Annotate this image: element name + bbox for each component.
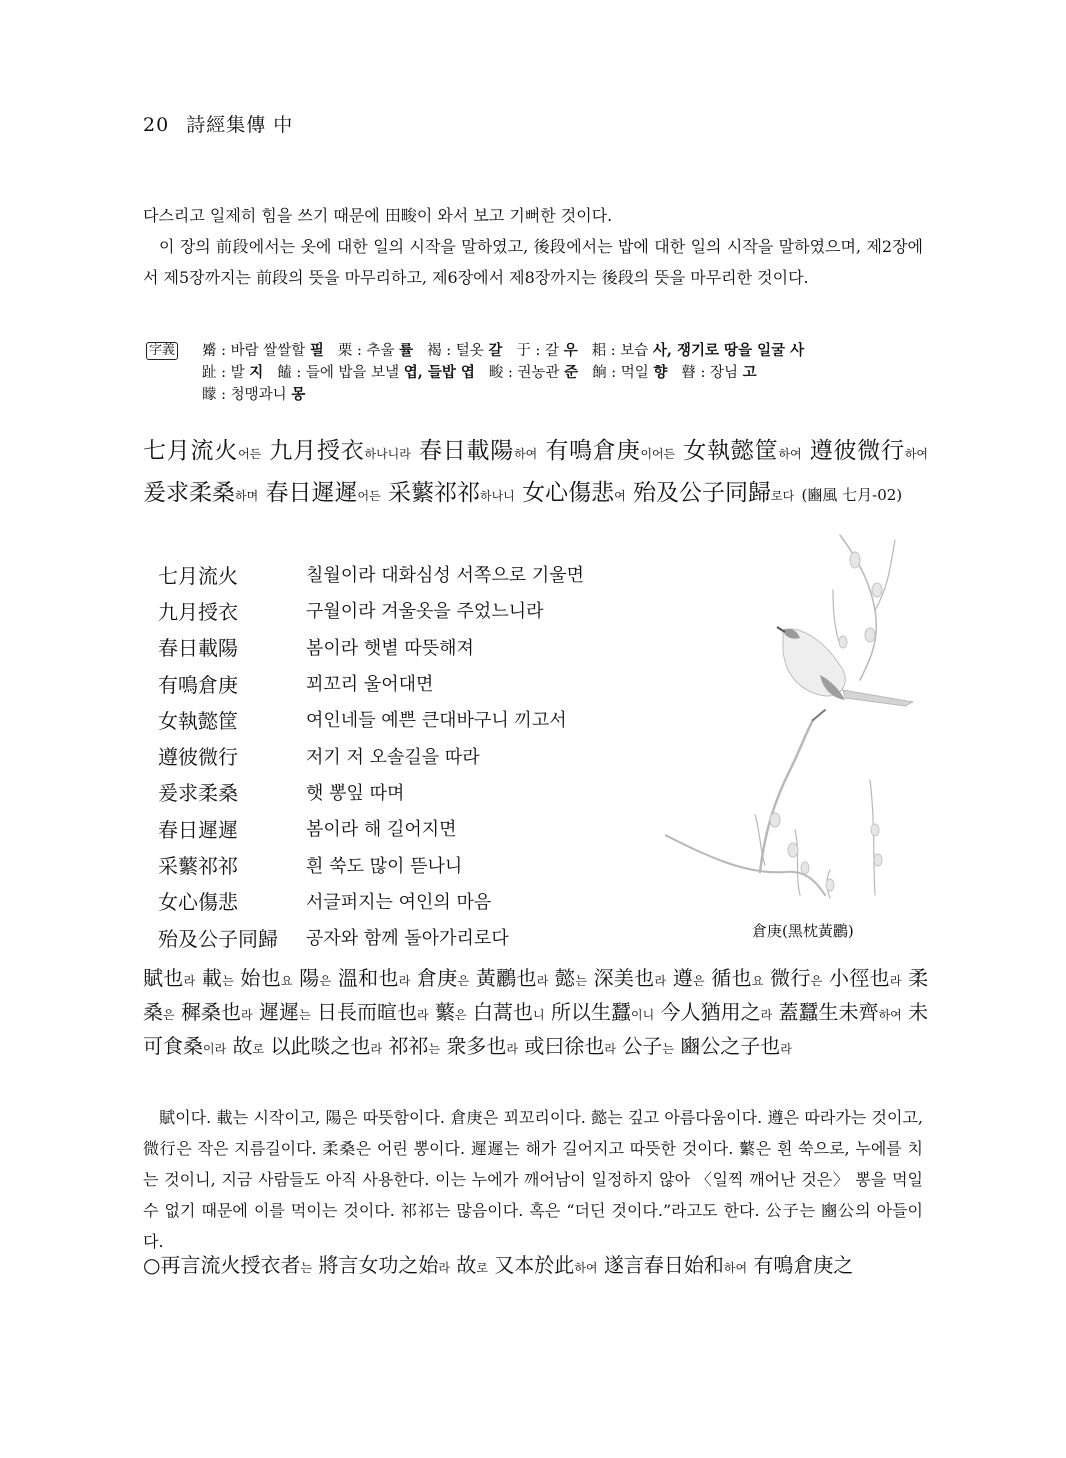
running-head: [143, 110, 293, 137]
hanzi-phrase: 陽: [299, 966, 320, 990]
glossary-reading: 몽: [291, 386, 306, 403]
hangul-particle: 하여: [574, 1261, 598, 1275]
hanzi-phrase: 公子: [622, 1034, 663, 1058]
hangul-particle: 는: [428, 1042, 441, 1056]
glossary-line: [202, 362, 936, 384]
translation-row: [158, 629, 584, 665]
translation-hanzi: 春日載陽: [158, 636, 238, 661]
translation-row: [158, 592, 584, 628]
hangul-particle: 은: [810, 974, 823, 988]
glossary-meaning: : 추울: [352, 343, 400, 359]
hangul-particle: 라: [398, 974, 411, 988]
hanzi-phrase: 衆多也: [446, 1034, 507, 1058]
intro-paragraph-2: 이 장의 前段에서는 옷에 대한 일의 시작을 말하였고, 後段에서는 밥에 대한 일의 시작을 말하였으며, 제2장에서 제5장까지는 前段의 뜻을 마무리하고, 제6장에서 제8장까지는 後段의 뜻을 마무리한 것이다.: [143, 237, 923, 287]
hangul-particle: 라: [760, 1008, 773, 1022]
glossary-line: [202, 340, 936, 362]
translation-korean: 구월이라 겨울옷을 주었느니라: [306, 601, 544, 623]
hangul-particle: 이라: [203, 1042, 227, 1056]
glossary-line: [202, 384, 936, 406]
hanzi-phrase: 懿: [555, 966, 576, 990]
hangul-particle: 라: [417, 1008, 429, 1022]
hangul-particle: 라: [536, 974, 549, 988]
hangul-particle: 로다: [771, 489, 795, 503]
translation-row: [158, 846, 584, 882]
hanzi-phrase: 遵: [672, 966, 694, 990]
hanzi-phrase: 春日載陽: [418, 438, 515, 464]
translation-korean: 봄이라 햇볕 따뜻해져: [306, 637, 474, 659]
hanzi-phrase: 故: [456, 1253, 477, 1277]
hanzi-phrase: 又本於此: [494, 1253, 575, 1277]
translation-korean: 흰 쑥도 많이 뜯나니: [306, 855, 463, 877]
glossary-meaning: : 보습: [606, 343, 653, 359]
glossary-entry: [202, 387, 305, 403]
hangul-particle: 하여: [723, 1261, 748, 1275]
hangul-particle: 라: [183, 974, 196, 988]
glossary-entry: [427, 343, 502, 359]
hanzi-phrase: 九月授衣: [269, 438, 365, 464]
page-number: 20: [143, 114, 170, 136]
hanzi-phrase: 故: [232, 1034, 253, 1058]
glossary-entry: [277, 365, 475, 381]
hangul-particle: 이어든: [640, 447, 676, 461]
glossary-char: 于: [516, 343, 531, 359]
hanzi-phrase: 柔桑: [143, 966, 929, 1024]
glossary-entry: [202, 365, 263, 381]
final-commentary: [143, 1250, 928, 1284]
translation-hanzi: 遵彼微行: [158, 745, 238, 770]
translation-korean: 저기 저 오솔길을 따라: [306, 746, 480, 768]
glossary-badge: 字義: [146, 342, 178, 360]
hanzi-phrase: 將言女功之始: [318, 1253, 439, 1277]
glossary-reading: 엽, 들밥 엽: [403, 364, 475, 381]
glossary-entry: [516, 343, 577, 359]
translation-hanzi: 有鳴倉庚: [158, 672, 238, 697]
glossary-meaning: : 먹일: [606, 365, 654, 381]
bird-illustration: [665, 530, 940, 910]
hangul-particle: 하여: [778, 447, 802, 461]
glossary-reading: 지: [249, 364, 264, 381]
translation-row: [158, 883, 584, 919]
hanzi-phrase: 循也: [711, 966, 752, 990]
glossary-reading: 준: [564, 364, 579, 381]
book-title: 詩經集傳 中: [186, 114, 294, 136]
hanzi-phrase: 再言流火授衣者: [160, 1253, 301, 1277]
hangul-particle: 라: [241, 1008, 253, 1022]
glossary-char: 畯: [488, 365, 504, 381]
glossary-meaning: : 갈: [530, 343, 564, 359]
translation-row: [158, 701, 584, 737]
hanzi-phrase: 遂言春日始和: [603, 1253, 724, 1277]
glossary-char: 耜: [591, 343, 607, 359]
translation-korean: 여인네들 예쁜 큰대바구니 끼고서: [306, 710, 567, 732]
translation-row: [158, 665, 584, 701]
hangul-particle: 니: [532, 1008, 545, 1022]
hanzi-phrase: 穉桑也: [180, 1000, 242, 1024]
hanzi-phrase: 蓋蠶生未齊: [778, 1000, 879, 1024]
circle-marker: ○: [143, 1253, 161, 1277]
hangul-particle: 어든: [357, 489, 381, 503]
glossary-meaning: : 장님: [695, 365, 743, 381]
hangul-particle: 여: [614, 489, 626, 503]
hangul-particle: 하나니: [480, 489, 515, 503]
hanzi-phrase: 賦也: [143, 966, 184, 990]
translation-korean: 봄이라 해 길어지면: [306, 819, 457, 841]
hanzi-phrase: 或曰徐也: [524, 1034, 605, 1058]
translation-hanzi: 女執懿筐: [158, 708, 238, 733]
hangul-particle: 요: [281, 974, 293, 988]
figure-caption: 倉庚(黑枕黃鸝): [752, 922, 854, 940]
hanzi-phrase: 始也: [240, 966, 282, 990]
hanzi-phrase: 女心傷悲: [522, 480, 615, 506]
hanzi-phrase: 溫和也: [337, 966, 399, 990]
translation-korean: 공자와 함께 돌아가리로다: [306, 928, 509, 950]
hanzi-phrase: 以此啖之也: [270, 1034, 371, 1058]
hanzi-phrase: 遵彼微行: [809, 438, 905, 464]
glossary-meaning: : 권농관: [503, 365, 565, 381]
glossary-meaning: : 발: [216, 365, 250, 381]
hangul-particle: 로: [252, 1042, 265, 1056]
glossary-meaning: : 바람 쌀쌀할: [216, 343, 310, 359]
glossary-char: 趾: [202, 365, 217, 381]
hangul-particle: 은: [457, 974, 470, 988]
glossary-char: 栗: [337, 343, 353, 359]
hangul-particle: 라: [654, 974, 667, 988]
translation-korean: 꾀꼬리 울어대면: [306, 674, 434, 696]
hanzi-phrase: 黃鸝也: [475, 966, 537, 990]
hanzi-phrase: 蘩: [434, 1000, 455, 1024]
glossary-reading: 우: [563, 342, 578, 359]
glossary-reading: 향: [653, 364, 668, 381]
glossary-char: 觱: [202, 343, 217, 359]
verse-text: [143, 432, 928, 516]
glossary-reading: 고: [742, 364, 757, 381]
translation-korean: 서글퍼지는 여인의 마음: [306, 891, 492, 913]
translation-hanzi: 女心傷悲: [158, 890, 238, 915]
translation-hanzi: 爰求柔桑: [158, 781, 238, 806]
korean-commentary: 賦이다. 載는 시작이고, 陽은 따뜻함이다. 倉庚은 꾀꼬리이다. 懿는 깊고 아름다움이다. 遵은 따라가는 것이고, 微行은 작은 지름길이다. 柔桑은 어린 뽕이다. 遲遲는 해가 길어지고 따뜻한 것이다. 蘩은 흰 쑥으로, 누에를 치는 것이니, 지금 사람들도 아직 사용한다. 이는 누에가 깨어남이 일정하지 않아 〈일찍 깨어난 것은〉 뽕을 먹일 수 없기 때문에 이를 먹이는 것이다. 祁祁는 많음이다. 혹은 “더딘 것이다.”라고도 한다. 公子는 豳公의 아들이다.: [143, 1108, 923, 1251]
glossary-meaning: : 들에 밥을 보낼: [291, 365, 404, 381]
glossary-char: 矇: [202, 387, 217, 403]
glossary-entry: [489, 365, 578, 381]
hangul-particle: 로: [476, 1261, 488, 1275]
hangul-particle: 은: [693, 974, 705, 988]
hangul-particle: 하나니라: [364, 447, 411, 461]
translation-hanzi: 七月流火: [158, 563, 238, 588]
translation-row: [158, 810, 584, 846]
translation-row: [158, 556, 584, 592]
glossary-reading: 사, 쟁기로 땅을 일굴 사: [652, 342, 805, 359]
hangul-particle: 라: [370, 1042, 383, 1056]
glossary-char: 饁: [277, 365, 292, 381]
hanzi-phrase: 爰求柔桑: [143, 480, 235, 506]
glossary-entry: [338, 343, 413, 359]
glossary-reading: 필: [309, 342, 324, 359]
hanzi-phrase: 倉庚: [417, 966, 458, 990]
hanzi-phrase: 遲遲: [258, 1000, 299, 1024]
hanzi-phrase: 殆及公子同歸: [633, 480, 771, 506]
hangul-particle: 이니: [630, 1008, 655, 1022]
commentary-text: [143, 963, 928, 1065]
translation-row: [158, 919, 584, 955]
glossary-lines: [202, 340, 936, 406]
translation-korean: 햇 뽕잎 따며: [306, 782, 405, 804]
translation-korean: 칠월이라 대화심성 서쪽으로 기울면: [306, 565, 584, 587]
hanzi-phrase: 七月流火: [143, 438, 239, 464]
hangul-particle: 은: [319, 974, 332, 988]
intro-paragraph-1: 다스리고 일제히 힘을 쓰기 때문에 田畯이 와서 보고 기뻐한 것이다.: [143, 206, 613, 225]
hangul-particle: 은: [163, 1008, 175, 1022]
translation-row: [158, 737, 584, 773]
glossary-reading: 률: [399, 342, 414, 359]
hangul-particle: 라: [604, 1042, 616, 1056]
hangul-particle: 라: [889, 974, 902, 988]
translation-hanzi: 九月授衣: [158, 599, 238, 624]
hangul-particle: 하여: [514, 447, 538, 461]
hangul-particle: 라: [506, 1042, 518, 1056]
glossary-entry: [592, 365, 667, 381]
hanzi-phrase: 祁祁: [388, 1034, 429, 1058]
glossary-char: 褐: [427, 343, 442, 359]
hangul-particle: 는: [662, 1042, 674, 1056]
translation-table: [158, 556, 584, 955]
translation-hanzi: 采蘩祁祁: [158, 854, 238, 879]
glossary: [146, 340, 936, 406]
translation-row: [158, 774, 584, 810]
hangul-particle: 는: [575, 974, 587, 988]
glossary-reading: 갈: [488, 342, 503, 359]
hangul-particle: 는: [300, 1261, 313, 1275]
hanzi-phrase: 未可食桑: [143, 1000, 929, 1058]
translation-hanzi: 春日遲遲: [158, 817, 238, 842]
glossary-entry: [592, 343, 805, 359]
hanzi-phrase: 今人猶用之: [660, 1000, 761, 1024]
hanzi-phrase: 深美也: [593, 966, 655, 990]
verse-reference: (豳風 七月-02): [801, 486, 903, 504]
hanzi-phrase: 豳公之子也: [680, 1034, 781, 1058]
hanzi-phrase: 白蒿也: [472, 1000, 533, 1024]
hangul-particle: 라: [438, 1261, 450, 1275]
hanzi-phrase: 有鳴倉庚: [545, 438, 641, 464]
hanzi-phrase: 所以生蠶: [550, 1000, 631, 1024]
glossary-meaning: : 청맹과니: [216, 387, 292, 403]
hangul-particle: 은: [454, 1008, 467, 1022]
hanzi-phrase: 女執懿筐: [683, 438, 779, 464]
glossary-entry: [202, 343, 324, 359]
hangul-particle: 하며: [235, 489, 259, 503]
hangul-particle: 하여: [878, 1008, 902, 1022]
hangul-particle: 어든: [238, 447, 262, 461]
hanzi-phrase: 微行: [770, 966, 811, 990]
hangul-particle: 요: [751, 974, 764, 988]
hanzi-phrase: 春日遲遲: [265, 480, 358, 506]
hanzi-phrase: 載: [201, 966, 223, 990]
hangul-particle: 는: [299, 1008, 311, 1022]
hangul-particle: 는: [222, 974, 234, 988]
hangul-particle: 라: [780, 1042, 792, 1056]
bird-on-branch-image: [665, 530, 940, 910]
hanzi-phrase: 采蘩祁祁: [388, 480, 480, 506]
glossary-char: 餉: [592, 365, 607, 381]
hanzi-phrase: 小徑也: [829, 966, 890, 990]
translation-hanzi: 殆及公子同歸: [158, 926, 278, 951]
glossary-meaning: : 털옷: [441, 343, 489, 359]
glossary-char: 瞽: [681, 365, 696, 381]
hanzi-phrase: 日長而暄也: [316, 1000, 417, 1024]
glossary-entry: [681, 365, 756, 381]
hanzi-phrase: 有鳴倉庚之: [753, 1253, 854, 1277]
hangul-particle: 하여: [904, 447, 929, 461]
